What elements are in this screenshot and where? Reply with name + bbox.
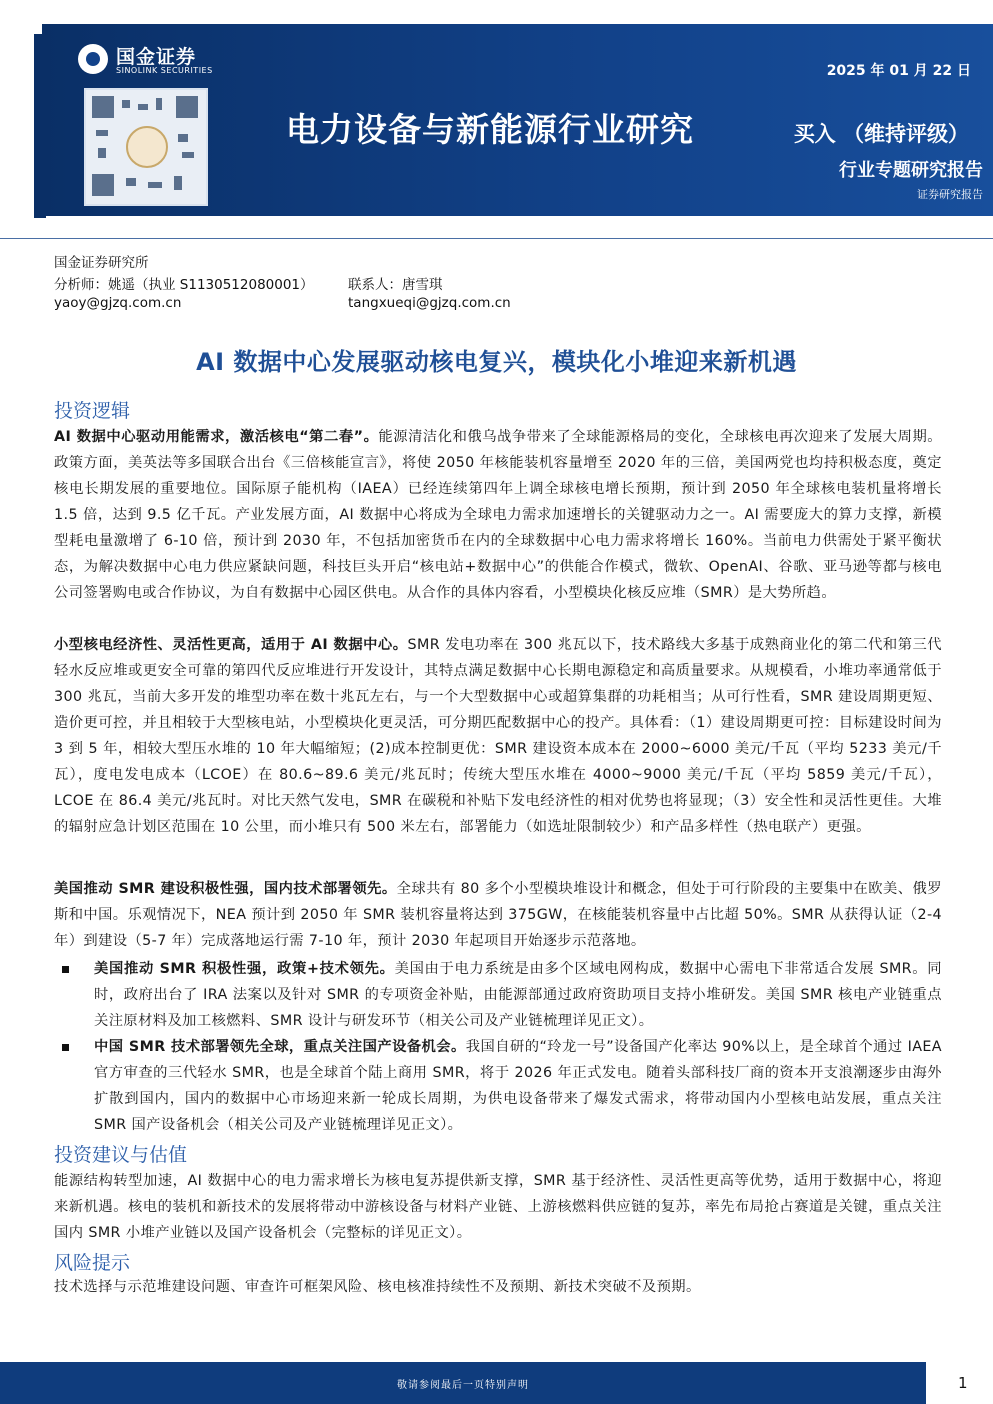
bullet-lead: 中国 SMR 技术部署领先全球，重点关注国产设备机会。 (94, 1039, 466, 1055)
analyst-email[interactable]: yaoy@gjzq.com.cn (54, 295, 182, 311)
bullet-us (94, 956, 942, 1034)
bullet-china (94, 1034, 942, 1138)
institute-name: 国金证券研究所 (54, 255, 149, 271)
logo-text: 国金证券 (116, 46, 197, 68)
report-subtype: 证券研究报告 (917, 188, 983, 201)
bullet-icon (62, 1044, 69, 1051)
footer-disclaimer[interactable]: 敬请参阅最后一页特别声明 (397, 1380, 529, 1391)
bullet-body: 美国由于电力系统是由多个区域电网构成，数据中心需电下非常适合发展 SMR。同时，政府出台了 IRA 法案以及针对 SMR 的专项资金补贴，由能源部通过政府资助项目支持小堆研发。美国 SMR 核电产业链重点关注原材料及加工核燃料、SMR 设计与研发环节（相关公司及产业链梳理详见正文）。 (94, 961, 942, 1029)
paragraph-body: 能源清洁化和俄乌战争带来了全球能源格局的变化，全球核电再次迎来了发展大周期。政策方面，美英法等多国联合出台《三倍核能宣言》，将使 2050 年核能装机容量增至 2020 年的三倍，美国两党也均持积极态度，奠定核电长期发展的重要地位。国际原子能机构（IAEA）已经连续第四年上调全球核电增长预期，预计到 2050 年全球核电装机量将增长 1.5 倍，达到 9.5 亿千瓦。产业发展方面，AI 数据中心将成为全球电力需求加速增长的关键驱动力之一。AI 需要庞大的算力支撑，新模型耗电量激增了 6-10 倍，预计到 2030 年，不包括加密货币在内的全球数据中心电力需求将增长 160%。当前电力供需处于紧平衡状态，为解决数据中心电力供应紧缺问题，科技巨头开启“核电站+数据中心”的供能合作模式，微软、OpenAI、谷歌、亚马逊等都与核电公司签署购电或合作协议，为自有数据中心园区供电。从合作的具体内容看，小型模块化核反应堆（SMR）是大势所趋。 (54, 429, 942, 601)
paragraph-lead: 小型核电经济性、灵活性更高，适用于 AI 数据中心。 (54, 637, 408, 653)
paragraph-smr-economics (54, 632, 942, 840)
report-type: 行业专题研究报告 (839, 160, 983, 181)
contact-name: 联系人：唐雪琪 (348, 277, 443, 293)
document-title: AI 数据中心发展驱动核电复兴，模块化小堆迎来新机遇 (196, 348, 797, 376)
report-date: 2025 年 01 月 22 日 (826, 63, 971, 79)
company-logo (78, 42, 238, 82)
paragraph-lead: AI 数据中心驱动用能需求，激活核电“第二春”。 (54, 429, 379, 445)
qr-center-seal (126, 126, 168, 168)
paragraph-ai-demand (54, 424, 942, 606)
paragraph-lead: 美国推动 SMR 建设积极性强，国内技术部署领先。 (54, 881, 397, 897)
header-divider (0, 238, 993, 239)
section-heading-advice: 投资建议与估值 (54, 1144, 188, 1166)
logo-mark-icon (78, 44, 108, 74)
paragraph-risk: 技术选择与示范堆建设问题、审查许可框架风险、核电核准持续性不及预期、新技术突破不及预期。 (54, 1279, 701, 1295)
paragraph-us-china (54, 876, 942, 954)
paragraph-body: SMR 发电功率在 300 兆瓦以下，技术路线大多基于成熟商业化的第二代和第三代轻水反应堆或更安全可靠的第四代反应堆进行开发设计，其特点满足数据中心长期电源稳定和高质量要求。从规模看，小堆功率通常低于 300 兆瓦，当前大多开发的堆型功率在数十兆瓦左右，与一个大型数据中心或超算集群的功耗相当；从可行性看，SMR 建设周期更短、造价更可控，并且相较于大型核电站，小型模块化更灵活，可分期匹配数据中心的投产。具体看：（1）建设周期更可控：目标建设时间为 3 到 5 年，相较大型压水堆的 10 年大幅缩短；(2)成本控制更优：SMR 建设资本成本在 2000~6000 美元/千瓦（平均 5233 美元/千瓦），度电发电成本（LCOE）在 80.6~89.6 美元/兆瓦时；传统大型压水堆在 4000~9000 美元/千瓦（平均 5859 美元/千瓦），LCOE 在 86.4 美元/兆瓦时。对比天然气发电，SMR 在碳税和补贴下发电经济性的相对优势也将显现；（3）安全性和灵活性更佳。大堆的辐射应急计划区范围在 10 公里，而小堆只有 500 米左右，部署能力（如选址限制较少）和产品多样性（热电联产）更强。 (54, 637, 942, 835)
logo-subtext: SINOLINK SECURITIES (116, 66, 213, 75)
contact-email[interactable]: tangxueqi@gjzq.com.cn (348, 295, 511, 311)
qr-code-icon (84, 88, 208, 206)
page-number: 1 (958, 1374, 968, 1392)
bullet-body: 我国自研的“玲龙一号”设备国产化率达 90%以上，是全球首个通过 IAEA 官方审查的三代轻水 SMR，也是全球首个陆上商用 SMR，将于 2026 年正式发电。随着头部科技厂商的资本开支浪潮逐步由海外扩散到国内，国内的数据中心市场迎来新一轮成长周期，为供电设备带来了爆发式需求，将带动国内小型核电站发展，重点关注 SMR 国产设备机会（相关公司及产业链梳理详见正文）。 (94, 1039, 942, 1133)
report-title: 电力设备与新能源行业研究 (286, 110, 694, 149)
bullet-icon (62, 966, 69, 973)
section-heading-risk: 风险提示 (54, 1252, 131, 1274)
bullet-lead: 美国推动 SMR 积极性强，政策+技术领先。 (94, 961, 395, 977)
rating-label: 买入 （维持评级） (793, 122, 969, 146)
paragraph-advice: 能源结构转型加速，AI 数据中心的电力需求增长为核电复苏提供新支撑，SMR 基于经济性、灵活性更高等优势，适用于数据中心，将迎来新机遇。核电的装机和新技术的发展将带动中游核设备与材料产业链、上游核燃料供应链的复苏，率先布局抢占赛道是关键，重点关注国内 SMR 小堆产业链以及国产设备机会（完整标的详见正文）。 (54, 1173, 942, 1241)
paragraph-body: 全球共有 80 多个小型模块堆设计和概念，但处于可行阶段的主要集中在欧美、俄罗斯和中国。乐观情况下，NEA 预计到 2050 年 SMR 装机容量将达到 375GW，在核能装机容量中占比超 50%。SMR 从获得认证（2-4 年）到建设（5-7 年）完成落地运行需 7-10 年，预计 2030 年起项目开始逐步示范落地。 (54, 881, 942, 949)
section-heading-logic: 投资逻辑 (54, 400, 131, 422)
analyst-name: 分析师：姚遥（执业 S1130512080001） (54, 277, 314, 293)
